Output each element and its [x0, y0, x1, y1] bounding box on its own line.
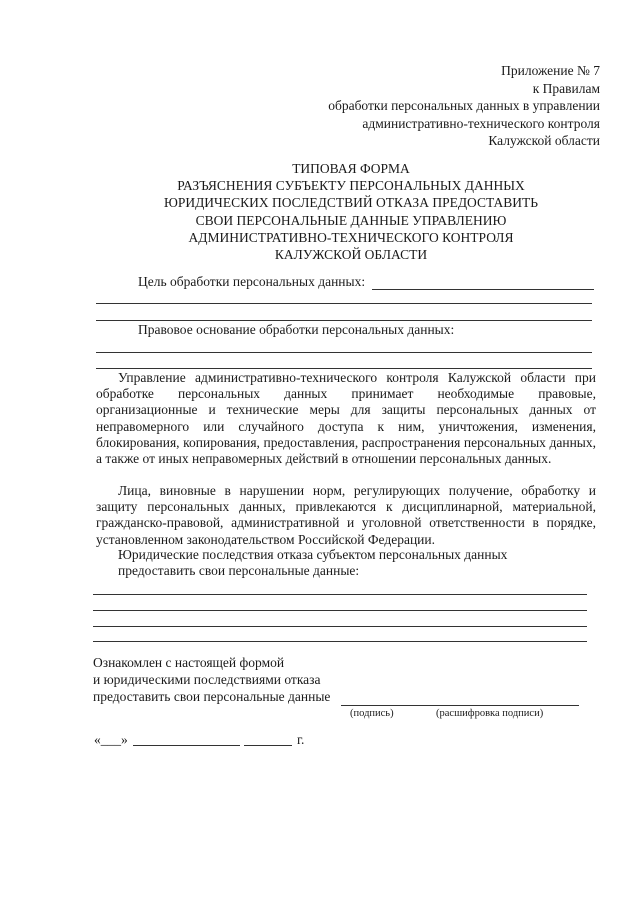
title-line-1: ТИПОВАЯ ФОРМА	[292, 161, 410, 176]
paragraph-2-text: Лица, виновные в нарушении норм, регулирующих получение, обработку и защиту персональных данных, привлекаются к дисциплинарной, материальной, гражданско-правовой, административной и уголовной ответственности в порядке, установленном законодательством Российской Федерации.	[96, 483, 596, 547]
consequences-fill-line[interactable]	[93, 626, 587, 627]
legal-basis-label: Правовое основание обработки персональных данных:	[138, 322, 455, 337]
body-paragraph-1	[96, 370, 596, 467]
consequences-line-2: предоставить свои персональные данные:	[118, 563, 360, 578]
date-open-quote: «	[94, 732, 101, 747]
date-line	[94, 731, 128, 748]
ack-line-3: предоставить свои персональные данные	[93, 689, 331, 704]
annex-line-5: Калужской области	[488, 133, 600, 148]
acknowledgement-block	[93, 654, 330, 705]
annex-header	[328, 62, 600, 150]
legal-basis-fill-line[interactable]	[96, 368, 592, 369]
title-line-6: КАЛУЖСКОЙ ОБЛАСТИ	[274, 247, 428, 263]
paragraph-1-text: Управление административно-технического контроля Калужской области при обработке персональных данных принимает необходимые правовые, организационные и технические меры для защиты персональных данных от неправомерного или случайного доступа к ним, уничтожения, изменения, блокирования, копирования, предоставления, распространения персональных данных, а также от иных неправомерных действий в отношении персональных данных.	[96, 370, 596, 467]
title-line-4: СВОИ ПЕРСОНАЛЬНЫЕ ДАННЫЕ УПРАВЛЕНИЮ	[195, 212, 507, 228]
consequences-line-1: Юридические последствия отказа субъектом персональных данных	[118, 547, 508, 562]
consequences-fill-line[interactable]	[93, 641, 587, 642]
annex-line-4: административно-технического контроля	[362, 115, 600, 131]
title-line-3: ЮРИДИЧЕСКИХ ПОСЛЕДСТВИЙ ОТКАЗА ПРЕДОСТАВИТЬ	[163, 195, 539, 211]
title-line-5: АДМИНИСТРАТИВНО-ТЕХНИЧЕСКОГО КОНТРОЛЯ	[188, 229, 514, 245]
annex-line-1: Приложение № 7	[501, 63, 600, 78]
signature-line[interactable]	[341, 705, 579, 706]
consequences-fill-line[interactable]	[93, 610, 587, 611]
annex-line-3: обработки персональных данных в управлении	[328, 98, 600, 113]
signature-caption: (подпись)	[350, 708, 394, 719]
title-line-2: РАЗЪЯСНЕНИЯ СУБЪЕКТУ ПЕРСОНАЛЬНЫХ ДАННЫХ	[177, 178, 525, 194]
ack-line-2: и юридическими последствиями отказа	[93, 672, 321, 687]
date-day-blank[interactable]: ___	[100, 732, 121, 747]
document-title	[95, 160, 607, 263]
purpose-fill-line[interactable]	[96, 303, 592, 304]
ack-line-1: Ознакомлен с настоящей формой	[93, 655, 285, 670]
decryption-caption: (расшифровка подписи)	[436, 708, 544, 719]
body-paragraph-2	[96, 483, 596, 548]
date-year-suffix: г.	[297, 732, 305, 747]
annex-line-2: к Правилам	[532, 80, 600, 96]
date-month-line[interactable]	[133, 745, 240, 746]
date-close-quote: »	[121, 732, 128, 747]
date-year-line[interactable]	[244, 745, 292, 746]
consequences-fill-line[interactable]	[93, 594, 587, 595]
purpose-fill-line[interactable]	[372, 289, 594, 290]
purpose-label: Цель обработки персональных данных:	[138, 274, 366, 289]
legal-basis-fill-line[interactable]	[96, 352, 592, 353]
